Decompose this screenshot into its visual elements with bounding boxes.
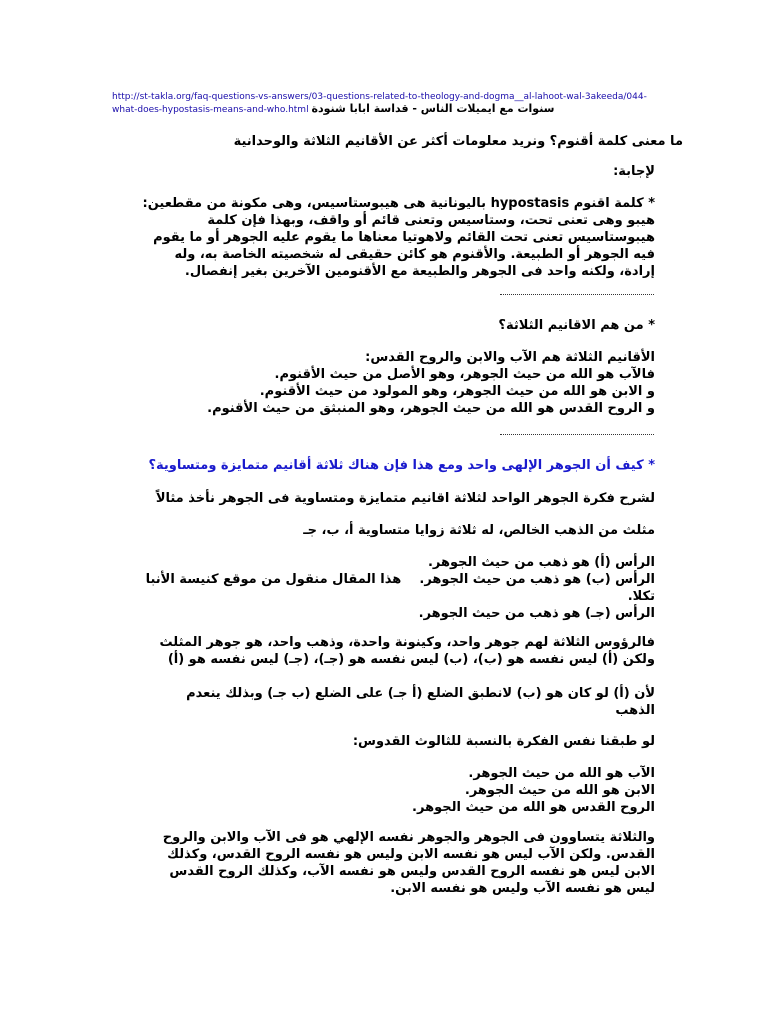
paragraph-vertices xyxy=(35,554,655,622)
text-line: الآب هو الله من حيث الجوهر. xyxy=(468,766,655,781)
text-line: إرادة، ولكنه واحد فى الجوهر والطبيعة مع الأقنومين الآخرين بغير إنفصال. xyxy=(184,264,655,279)
paragraph-triangle: مثلث من الذهب الخالص، له ثلاثة زوايا متساوية أ، ب، جـ xyxy=(303,523,655,538)
source-header xyxy=(112,91,652,116)
site-title: سنوات مع ايميلات الناس - قداسة ابابا شنودة xyxy=(311,102,555,115)
paragraph-trinity xyxy=(155,765,655,816)
text-line: الذهب xyxy=(615,703,655,718)
text-line: القدس. ولكن الآب ليس هو نفسه الابن وليس هو نفسه الروح القدس، وكذلك xyxy=(167,847,655,862)
source-url-link[interactable]: http://st-takla.org/faq-questions-vs-answers/03-questions-related-to-theology-and-dogma__al-lahoot-wal-3akeeda/044-what-does-hypostasis-means-and-who.html xyxy=(112,92,647,115)
text-line: ليس هو نفسه الآب وليس هو نفسه الابن. xyxy=(390,881,655,896)
paragraph-hypostasis xyxy=(95,195,655,280)
paragraph-explanation: لشرح فكرة الجوهر الواحد لثلاثة اقانيم متمايزة ومتساوية فى الجوهر نأخذ مثالاً xyxy=(155,491,655,506)
text-line: الابن هو الله من حيث الجوهر. xyxy=(464,783,655,798)
text-line: ولكن (أ) ليس نفسه هو (ب)، (ب) ليس نفسه هو (جـ)، (جـ) ليس نفسه هو (أ) xyxy=(167,652,655,667)
paragraph-apply: لو طبقنا نفس الفكرة بالنسبة للثالوث القدوس: xyxy=(352,734,655,749)
text-line: فالرؤوس الثلاثة لهم جوهر واحد، وكينونة واحدة، وذهب واحد، هو جوهر المثلث xyxy=(159,635,655,650)
question-3: * كيف أن الجوهر الإلهى واحد ومع هذا فإن هناك ثلاثة أقانيم متمايزة ومتساوية؟ xyxy=(148,458,655,473)
paragraph-three-persons xyxy=(95,349,655,417)
dotted-separator xyxy=(500,294,654,295)
text-line: الأقانيم الثلاثة هم الآب والابن والروح القدس: xyxy=(365,350,655,365)
text-line xyxy=(35,571,655,588)
text-line: و الروح القدس هو الله من حيث الجوهر، وهو المنبثق من حيث الأقنوم. xyxy=(207,401,655,416)
text-line: هيبو وهى تعنى تحت، وستاسيس وتعنى قائم أو واقف، وبهذا فإن كلمة xyxy=(207,213,655,228)
text-line: لأن (أ) لو كان هو (ب) لانطبق الضلع (أ جـ) على الضلع (ب جـ) وبذلك ينعدم xyxy=(186,686,655,701)
text-line: هيبوستاسيس تعنى تحت القائم ولاهوتيا معناها ما يقوم عليه الجوهر أو ما يقوم xyxy=(153,230,655,245)
text-line: والثلاثة يتساوون فى الجوهر والجوهر نفسه الإلهي هو فى الآب والابن والروح xyxy=(162,830,655,845)
dotted-separator xyxy=(500,434,654,435)
text-line: الرأس (أ) هو ذهب من حيث الجوهر. xyxy=(427,555,655,570)
text-line: الابن ليس هو نفسه الروح القدس وليس هو نفسه الآب، وكذلك الروح القدس xyxy=(169,864,655,879)
text-line: فيه الجوهر أو الطبيعة. والأقنوم هو كائن حقيقى له شخصيته الخاصة به، وله xyxy=(174,247,655,262)
text-line: و الابن هو الله من حيث الجوهر، وهو المولود من حيث الأقنوم. xyxy=(259,384,655,399)
text-line: الرأس (جـ) هو ذهب من حيث الجوهر. xyxy=(418,606,655,621)
text-line: فالآب هو الله من حيث الجوهر، وهو الأصل من حيث الأقنوم. xyxy=(274,367,655,382)
text-line: تكلا. xyxy=(627,589,655,604)
text-fragment: الرأس (ب) هو ذهب من حيث الجوهر. xyxy=(419,572,655,587)
text-line: * كلمة اقنوم hypostasis باليونانية هى هيبوستاسيس، وهى مكونة من مقطعين: xyxy=(142,196,655,211)
question-1: ما معنى كلمة أقنوم؟ ونريد معلومات أكثر عن الأقانيم الثلاثة والوحدانية xyxy=(233,134,683,149)
paragraph-conclusion xyxy=(35,829,655,897)
source-note: هذا المقال منقول من موقع كنيسة الأنبا xyxy=(145,572,402,587)
text-line: الروح القدس هو الله من حيث الجوهر. xyxy=(412,800,655,815)
paragraph-sides xyxy=(35,685,655,719)
question-2: * من هم الاقانيم الثلاثة؟ xyxy=(498,318,655,333)
answer-label: لإجابة: xyxy=(613,164,655,179)
paragraph-one-essence xyxy=(35,634,655,668)
